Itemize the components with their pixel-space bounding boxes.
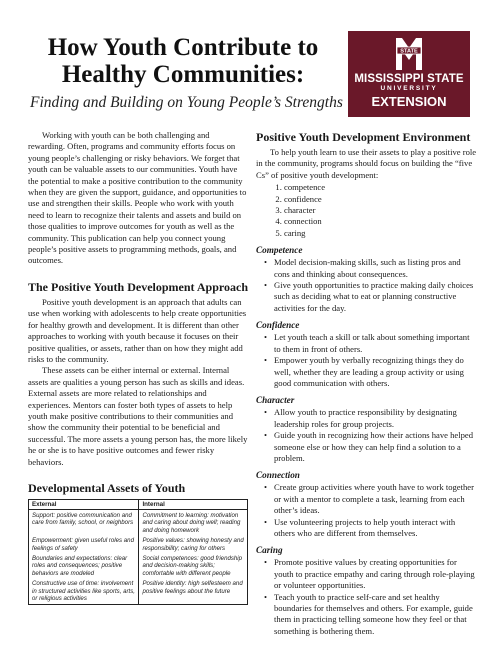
intro-paragraph: Working with youth can be both challenging and rewarding. Often, programs and community efforts focus on young people’s challenging or risky behaviors. We forget that youth can be valuable assets to our communities. Youth have the potential to make a positive contribution to the community when they are given the support, guidance, and opportunities to use and strengthen their skills. People who work with youth need to learn to recognize their talents and assets and build on those qualities to improve outcomes for youth as well as the community. This publication can help you connect young people’s positive assets to programming methods, goals, and outcomes. <box>28 130 247 266</box>
logo-extension: EXTENSION <box>371 94 447 109</box>
list-item: • Create group activities where youth have to work together or with a mentor to complete a task, learning from each other’s ideas. <box>266 482 477 516</box>
emblem-text: STATE <box>400 48 418 55</box>
table-cell: Support: positive communication and care from family, school, or neighbors <box>29 510 139 536</box>
assets-table-header-row <box>29 499 248 509</box>
page-title <box>28 34 338 88</box>
assets-heading: Developmental Assets of Youth <box>28 480 186 495</box>
environment-intro: To help youth learn to use their assets to play a positive role in the community, programs should focus on building the “five Cs” of positive youth development: <box>256 147 477 180</box>
table-cell: Social competences: good friendship and decision-making skills; comfortable with different people <box>139 553 248 578</box>
assets-table <box>28 499 248 605</box>
extension-logo <box>348 31 470 117</box>
list-item: 5. caring <box>284 228 477 239</box>
table-cell: Positive identity: high selfesteem and positive feelings about the future <box>139 579 248 605</box>
character-list <box>256 407 477 464</box>
character-heading: Character <box>256 395 295 406</box>
title-line-1: How Youth Contribute to <box>47 34 319 61</box>
title-block <box>28 34 343 112</box>
table-row <box>29 536 248 554</box>
connection-heading: Connection <box>256 470 300 481</box>
assets-header-internal: Internal <box>139 499 248 509</box>
environment-heading: Positive Youth Development Environment <box>256 130 471 144</box>
competence-list <box>256 257 477 314</box>
approach-heading: The Positive Youth Development Approach <box>28 279 249 294</box>
connection-list <box>256 482 477 539</box>
table-row <box>29 553 248 578</box>
list-item: 1. competence <box>284 182 477 193</box>
caring-list <box>256 557 477 637</box>
approach-paragraph-2: These assets can be either internal or external. Internal assets are qualities a young person has such as skills and ideas. External assets are more related to relationships and experiences. Mentors can foster both types of assets to help youth make positive contributions to their communities and show the community their potential to be beneficial and successful. The more assets a young person has, the more likely he or she is to have positive outcomes and fewer risky behaviors. <box>28 365 248 467</box>
left-column <box>28 130 248 605</box>
list-item: • Let youth teach a skill or talk about something important to them in front of others. <box>266 332 477 355</box>
confidence-heading: Confidence <box>256 320 300 331</box>
list-item: • Guide youth in recognizing how their actions have helped someone else or how they can help find a solution to a problem. <box>266 430 477 464</box>
confidence-list <box>256 332 477 389</box>
table-cell: Constructive use of time: involvement in structured activities like sports, arts, or religious activities <box>29 579 139 605</box>
list-item: • Model decision-making skills, such as listing pros and cons and thinking about consequences. <box>266 257 477 280</box>
table-row <box>29 579 248 605</box>
list-item: • Empower youth by verbally recognizing things they do well, whether they are leading a group activity or using good communication with others. <box>266 355 477 389</box>
table-cell: Commitment to learning: motivation and caring about doing well; reading and doing homework <box>139 510 248 536</box>
right-column <box>256 130 477 637</box>
list-item: 4. connection <box>284 216 477 227</box>
caring-heading: Caring <box>256 545 283 556</box>
competence-heading: Competence <box>256 245 303 256</box>
logo-university-word: UNIVERSITY <box>380 85 438 92</box>
list-item: 2. confidence <box>284 194 477 205</box>
table-cell: Empowerment: given useful roles and feelings of safety <box>29 536 139 554</box>
approach-paragraph-1: Positive youth development is an approach that adults can use when working with adolescents to help create opportunities for healthy growth and development. It is different than other approaches to working with youth because it focuses on their positive qualities, or assets, rather than on how they might add risks to the community. <box>28 296 247 364</box>
list-item: • Promote positive values by creating opportunities for youth to practice empathy and caring through role-playing or volunteer opportunities. <box>266 557 477 591</box>
list-item: • Give youth opportunities to practice making daily choices such as deciding what to eat or planning constructive activities for the day. <box>266 280 477 314</box>
logo-university-name: MISSISSIPPI STATE <box>354 73 464 85</box>
list-item: • Teach youth to practice self-care and set healthy boundaries for themselves and others. For example, guide them in practicing telling someone how they feel or that something is bothering them. <box>266 592 477 638</box>
assets-header-external: External <box>29 499 139 509</box>
table-cell: Positive values: showing honesty and responsibility; caring for others <box>139 536 248 554</box>
page-subtitle: Finding and Building on Young People’s Strengths <box>30 94 343 111</box>
list-item: • Use volunteering projects to help youth interact with others who are different from themselves. <box>266 517 477 540</box>
state-emblem-icon <box>394 36 424 72</box>
list-item: 3. character <box>284 205 477 216</box>
table-row <box>29 510 248 536</box>
table-cell: Boundaries and expectations: clear roles and consequences; positive behaviors are modeled <box>29 553 139 578</box>
list-item: • Allow youth to practice responsibility by designating leadership roles for group projects. <box>266 407 477 430</box>
five-cs-list <box>256 182 477 239</box>
title-line-2: Healthy Communities: <box>61 61 305 88</box>
